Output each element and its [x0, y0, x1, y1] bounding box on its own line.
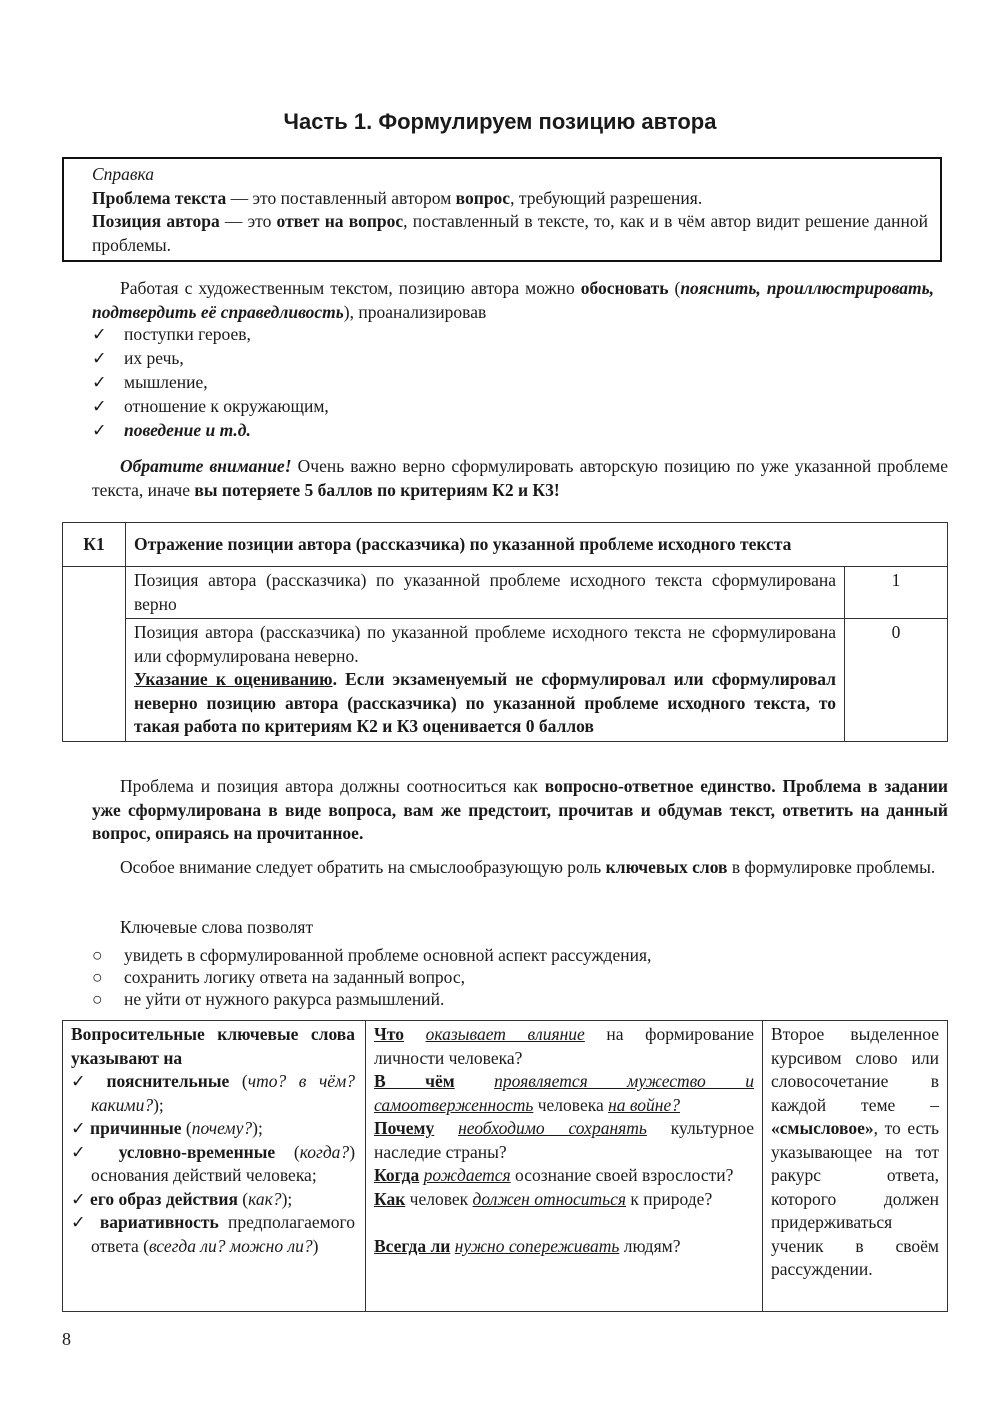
checklist-item: [92, 323, 329, 347]
text-segment: (: [237, 1188, 249, 1209]
text-segment: Обратите внимание!: [120, 456, 292, 476]
text-segment: [434, 1118, 458, 1138]
attention-text: [92, 455, 948, 502]
text-segment: Очень важно верно сформулировать авторскую позицию по уже указанной проблеме текста, иначе: [92, 456, 948, 500]
text-segment: Проблема и позиция автора должны соотноситься как: [120, 776, 545, 796]
text-segment: );: [153, 1094, 164, 1115]
list-item: [92, 944, 651, 966]
text-segment: к природе?: [626, 1188, 713, 1209]
text-segment: Позиция автора: [92, 211, 220, 231]
list-item: [71, 1188, 355, 1212]
text-segment: (: [275, 1141, 300, 1162]
criteria-text: [126, 619, 845, 742]
criteria-table: [62, 522, 948, 742]
text-segment: вариативность: [99, 1212, 219, 1232]
paragraph-text: [92, 775, 948, 846]
paragraph-text: [92, 856, 948, 880]
example-question: [374, 1164, 754, 1188]
circle-bullet-icon: ○: [92, 945, 103, 965]
text-segment: должен относиться: [472, 1188, 627, 1209]
criteria-score: 0: [845, 619, 948, 742]
text-segment: (: [668, 278, 681, 298]
paragraph-problem-position: [92, 775, 948, 846]
text-segment: Проблема текста: [92, 187, 227, 208]
text-segment: ): [312, 1235, 319, 1256]
reference-box: [62, 157, 942, 262]
paragraph-keywords-allow: Ключевые слова позволят: [120, 917, 314, 937]
text-segment: человека: [533, 1094, 609, 1115]
item-text: их речь,: [124, 348, 184, 368]
keywords-col-examples: [366, 1021, 763, 1312]
keywords-col-heading: Вопросительные ключевые слова указывают на: [71, 1024, 355, 1068]
text-segment: пояснительные: [106, 1071, 230, 1091]
list-item: [71, 1141, 355, 1188]
text-segment: ключевых слов: [605, 857, 728, 877]
text-segment: ✓: [71, 1071, 107, 1091]
checkmark-icon: ✓: [92, 396, 107, 416]
text-segment: [455, 1071, 494, 1091]
text-segment: — это: [219, 211, 277, 231]
criteria-text: Позиция автора (рассказчика) по указанной проблеме исходного текста сформулирована верно: [126, 567, 845, 619]
text-segment: людям?: [619, 1236, 681, 1256]
list-item: [71, 1070, 355, 1117]
reference-position: [92, 210, 940, 257]
text-segment: его образ действия: [90, 1188, 238, 1209]
keywords-col-types: [63, 1021, 366, 1312]
text-segment: нужно сопереживать: [454, 1236, 620, 1256]
checklist-item: [92, 371, 329, 395]
text-segment: [404, 1024, 426, 1044]
item-text: не уйти от нужного ракурса размышлений.: [124, 989, 445, 1009]
criteria-row-text: Позиция автора (рассказчика) по указанной проблеме исходного текста не сформулирована или сформулирована неверно.: [134, 622, 836, 666]
criteria-score: 1: [845, 567, 948, 619]
checklist-item: [92, 395, 329, 419]
text-segment: как?: [248, 1188, 282, 1209]
text-segment: в формулировке проблемы.: [727, 857, 936, 877]
empty-cell: [63, 567, 126, 742]
text-segment: ответ на вопрос: [276, 211, 404, 231]
text-segment: (: [181, 1118, 192, 1138]
text-segment: ✓: [71, 1141, 119, 1162]
text-segment: , поставленный в тексте, то, как и в чём автор видит решение данной проблемы.: [92, 211, 928, 255]
text-segment: (: [229, 1071, 248, 1091]
text-segment: всегда ли? можно ли?: [148, 1235, 313, 1256]
text-segment: , требующий разрешения.: [510, 187, 703, 208]
text-segment: рождается: [423, 1165, 511, 1185]
text-segment: Всегда ли: [374, 1236, 451, 1256]
example-question: [374, 1023, 754, 1070]
item-text: поведение и т.д.: [124, 420, 251, 440]
checkmark-icon: ✓: [92, 348, 107, 368]
text-segment: Особое внимание следует обратить на смыслообразующую роль: [120, 857, 606, 877]
text-segment: оказывает влияние: [425, 1024, 585, 1044]
text-segment: вы потеряете 5 баллов по критериям К2 и К3!: [194, 479, 560, 500]
paragraph-keywords: [92, 856, 948, 880]
circle-bullet-icon: ○: [92, 967, 103, 987]
text-segment: культурное наследие страны?: [374, 1118, 755, 1162]
checkmark-icon: ✓: [92, 324, 107, 344]
example-question: [374, 1117, 754, 1164]
item-text: увидеть в сформулированной проблеме основной аспект рассуждения,: [124, 945, 652, 965]
text-segment: , то есть указывающее на тот ракурс ответа, которого должен придерживаться ученик в своём рассуждении.: [771, 1118, 939, 1279]
text-segment: почему?: [191, 1118, 253, 1138]
intro-text: [92, 277, 934, 324]
text-segment: на формирование личности человека?: [374, 1024, 754, 1068]
example-question: [374, 1235, 754, 1259]
text-segment: ✓: [71, 1188, 91, 1209]
keywords-list: [92, 944, 651, 1010]
text-segment: — это поставленный автором: [226, 187, 456, 208]
text-segment: на войне?: [608, 1094, 680, 1115]
analysis-checklist: [92, 323, 329, 443]
text-segment: когда?: [299, 1141, 350, 1162]
text-segment: . Если экзаменуемый не сформулировал или сформулировал неверно позицию автора (рассказчика) по указанной проблеме исходного текста, то такая работа по критериям К2 и К3 оценивается 0 баллов: [134, 669, 836, 736]
text-segment: ) основания действий человека;: [91, 1141, 356, 1185]
circle-bullet-icon: ○: [92, 989, 103, 1009]
intro-paragraph: [92, 277, 934, 324]
checkmark-icon: ✓: [92, 420, 107, 440]
criteria-code: К1: [63, 523, 126, 567]
checklist-item: [92, 347, 329, 371]
text-segment: ), проанализировав: [343, 301, 487, 322]
checkmark-icon: ✓: [92, 372, 107, 392]
text-segment: пояснить, проиллюстрировать, подтвердить её справедливость: [92, 278, 935, 322]
text-segment: Когда: [374, 1165, 420, 1185]
page-title: Часть 1. Формулируем позицию автора: [283, 109, 717, 134]
reference-problem: [92, 187, 940, 211]
item-text: поступки героев,: [124, 324, 251, 344]
page-number: 8: [62, 1329, 71, 1349]
text-segment: осознание своей взрослости?: [510, 1165, 734, 1185]
text-segment: Что: [374, 1024, 404, 1044]
criteria-header: Отражение позиции автора (рассказчика) по указанной проблеме исходного текста: [126, 523, 948, 567]
text-segment: что? в чём? какими?: [91, 1071, 355, 1115]
text-segment: Работая с художественным текстом, позицию автора можно: [120, 278, 581, 298]
example-question: [374, 1188, 754, 1212]
text-segment: Указание к оцениванию: [134, 669, 333, 689]
text-segment: причинные: [90, 1118, 182, 1138]
text-segment: Второе выделенное курсивом слово или словосочетание в каждой теме –: [771, 1024, 939, 1115]
text-segment: ✓: [71, 1212, 100, 1232]
keywords-table: [62, 1020, 948, 1312]
text-segment: вопрос: [455, 187, 511, 208]
text-segment: );: [252, 1118, 263, 1138]
text-segment: вопросно-ответное единство. Проблема в задании уже сформулирована в виде вопроса, вам же предстоит, прочитав и обдумав текст, ответить на данный вопрос, опираясь на прочитанное.: [92, 776, 948, 843]
example-question: [374, 1070, 754, 1117]
text-segment: Как: [374, 1188, 406, 1209]
text-segment: предполагаемого ответа (: [91, 1212, 355, 1256]
checklist-item: [92, 419, 329, 443]
list-item: [92, 988, 651, 1010]
list-item: [71, 1117, 355, 1141]
text-segment: человек: [405, 1188, 473, 1209]
text-segment: );: [281, 1188, 293, 1209]
text-segment: проявляется мужество и самоотверженность: [374, 1071, 754, 1115]
keywords-col-explanation: [763, 1021, 948, 1312]
item-text: отношение к окружающим,: [124, 396, 329, 416]
text-segment: обосновать: [580, 278, 669, 298]
list-item: [92, 966, 651, 988]
text-segment: Почему: [374, 1118, 435, 1138]
attention-paragraph: [92, 455, 948, 502]
text-segment: «смысловое»: [771, 1118, 874, 1138]
item-text: мышление,: [124, 372, 208, 392]
text-segment: В чём: [374, 1071, 455, 1091]
list-item: [71, 1211, 355, 1258]
text-segment: ✓: [71, 1118, 91, 1138]
evaluation-note: [134, 668, 836, 739]
reference-heading: Справка: [92, 164, 155, 184]
text-segment: необходимо сохранять: [458, 1118, 647, 1138]
text-segment: условно-временные: [118, 1141, 276, 1162]
item-text: сохранить логику ответа на заданный вопрос,: [124, 967, 466, 987]
